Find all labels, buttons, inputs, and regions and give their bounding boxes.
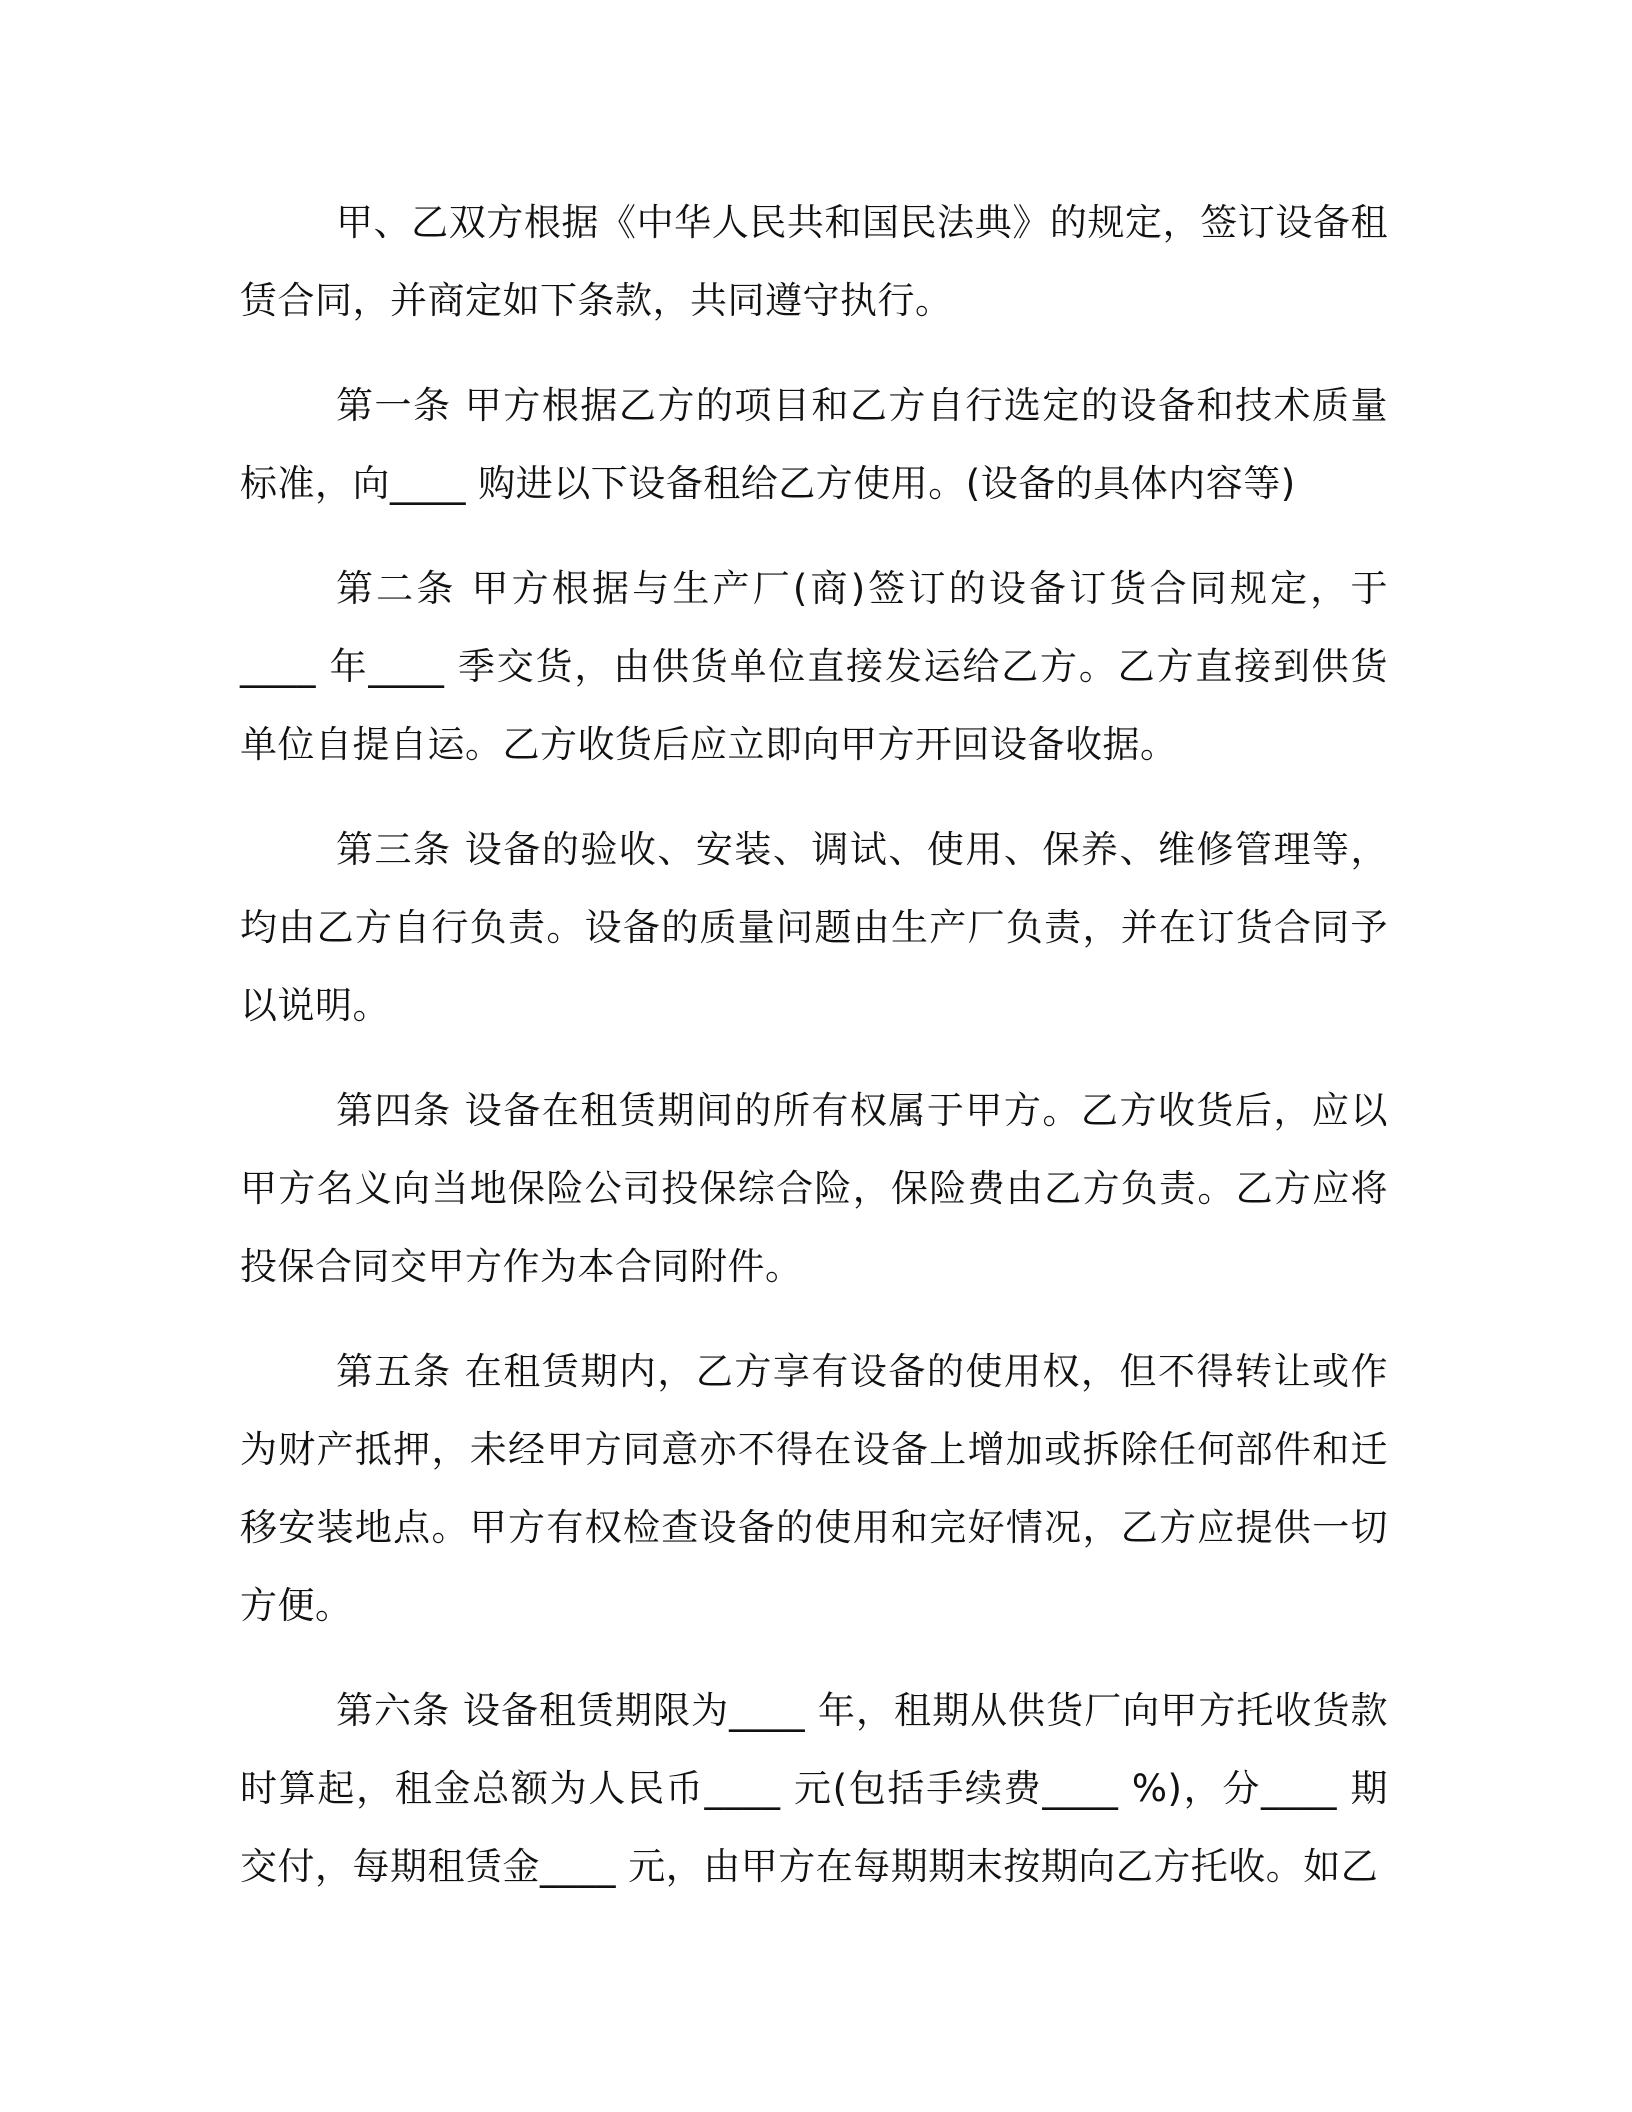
paragraph-article-5: 第五条 在租赁期内，乙方享有设备的使用权，但不得转让或作为财产抵押，未经甲方同意亦不得在设备上增加或拆除任何部件和迁移安装地点。甲方有权检查设备的使用和完好情况，乙方应提供一切方便。 <box>240 1350 1388 1627</box>
paragraph-preamble: 甲、乙双方根据《中华人民共和国民法典》的规定，签订设备租赁合同，并商定如下条款，共同遵守执行。 <box>240 201 1388 322</box>
paragraph-article-4: 第四条 设备在租赁期间的所有权属于甲方。乙方收货后，应以甲方名义向当地保险公司投保综合险，保险费由乙方负责。乙方应将投保合同交甲方作为本合同附件。 <box>240 1089 1388 1288</box>
paragraph-article-3: 第三条 设备的验收、安装、调试、使用、保养、维修管理等，均由乙方自行负责。设备的质量问题由生产厂负责，并在订货合同予以说明。 <box>240 828 1388 1027</box>
paragraph-article-2: 第二条 甲方根据与生产厂(商)签订的设备订货合同规定，于____ 年____ 季交货，由供货单位直接发运给乙方。乙方直接到供货单位自提自运。乙方收货后应立即向甲方开回设备收据。 <box>240 567 1388 766</box>
paragraph-article-6: 第六条 设备租赁期限为____ 年，租期从供货厂向甲方托收货款时算起，租金总额为人民币____ 元(包括手续费____ %)，分____ 期交付，每期租赁金____ 元，由甲方在每期期末按期向乙方托收。如乙 <box>240 1689 1388 1888</box>
paragraph-article-1: 第一条 甲方根据乙方的项目和乙方自行选定的设备和技术质量标准，向____ 购进以下设备租给乙方使用。(设备的具体内容等) <box>240 384 1388 505</box>
document-body <box>240 184 1388 1933</box>
